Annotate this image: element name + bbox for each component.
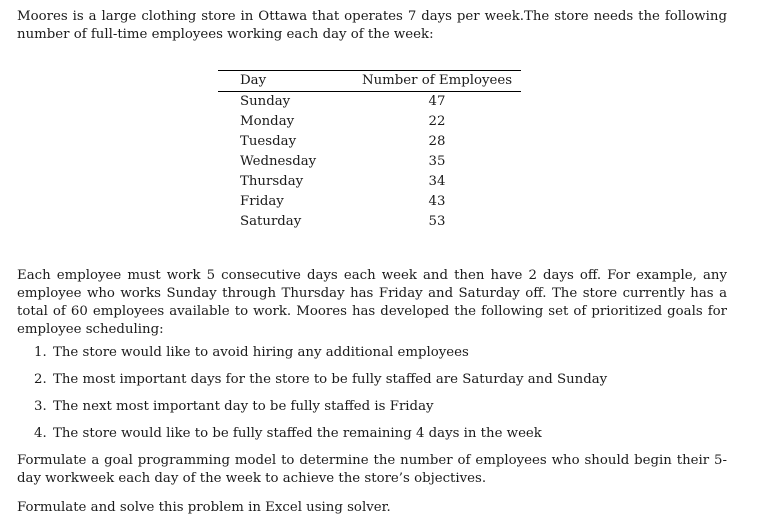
intro-paragraph: Moores is a large clothing store in Ottawa that operates 7 days per week.The store needs the following number of full-time employees working each day of the week: (17, 9, 727, 42)
list-item (17, 398, 727, 416)
formulate-paragraph: Formulate a goal programming model to determine the number of employees who should begin their 5-day workweek each day of the week to achieve the store’s objectives. (17, 453, 727, 486)
header-employees: Number of Employees (361, 73, 513, 88)
day-cell: Friday (240, 194, 284, 209)
employees-cell: 53 (428, 214, 446, 229)
goal-text: The store would like to avoid hiring any additional employees (53, 345, 469, 360)
table-row (218, 132, 521, 152)
employees-cell: 47 (428, 94, 446, 109)
table-row (218, 92, 521, 113)
solve-paragraph: Formulate and solve this problem in Excel using solver. (17, 500, 391, 515)
day-cell: Tuesday (240, 134, 297, 149)
goal-number: 2. (34, 372, 47, 387)
header-day: Day (240, 73, 267, 88)
table-row (218, 112, 521, 132)
policy-paragraph: Each employee must work 5 consecutive days each week and then have 2 days off. For example, any employee who works Sunday through Thursday has Friday and Saturday off. The store currently has a total of 60 employees available to work. Moores has developed the following set of prioritized goals for employee scheduling: (17, 268, 727, 337)
employees-cell: 28 (428, 134, 446, 149)
goal-number: 4. (34, 426, 47, 441)
table-row (218, 152, 521, 172)
day-cell: Sunday (240, 94, 291, 109)
table-row (218, 192, 521, 212)
list-item (17, 371, 727, 389)
goal-text: The next most important day to be fully staffed is Friday (53, 399, 434, 414)
employees-cell: 34 (428, 174, 446, 189)
goal-text: The store would like to be fully staffed the remaining 4 days in the week (53, 426, 542, 441)
employees-cell: 43 (428, 194, 446, 209)
day-cell: Monday (240, 114, 295, 129)
goal-number: 3. (34, 399, 47, 414)
employees-cell: 22 (428, 114, 446, 129)
goal-text: The most important days for the store to be fully staffed are Saturday and Sunday (53, 372, 608, 387)
goal-number: 1. (34, 345, 47, 360)
document-page (17, 8, 727, 517)
table-header-row (218, 71, 521, 92)
day-cell: Thursday (240, 174, 304, 189)
list-item (17, 344, 727, 362)
day-cell: Wednesday (240, 154, 317, 169)
goals-list (17, 344, 727, 443)
list-item (17, 425, 727, 443)
table-row (218, 172, 521, 192)
day-cell: Saturday (240, 214, 302, 229)
table-row (218, 212, 521, 232)
staffing-table (218, 70, 521, 232)
employees-cell: 35 (428, 154, 446, 169)
